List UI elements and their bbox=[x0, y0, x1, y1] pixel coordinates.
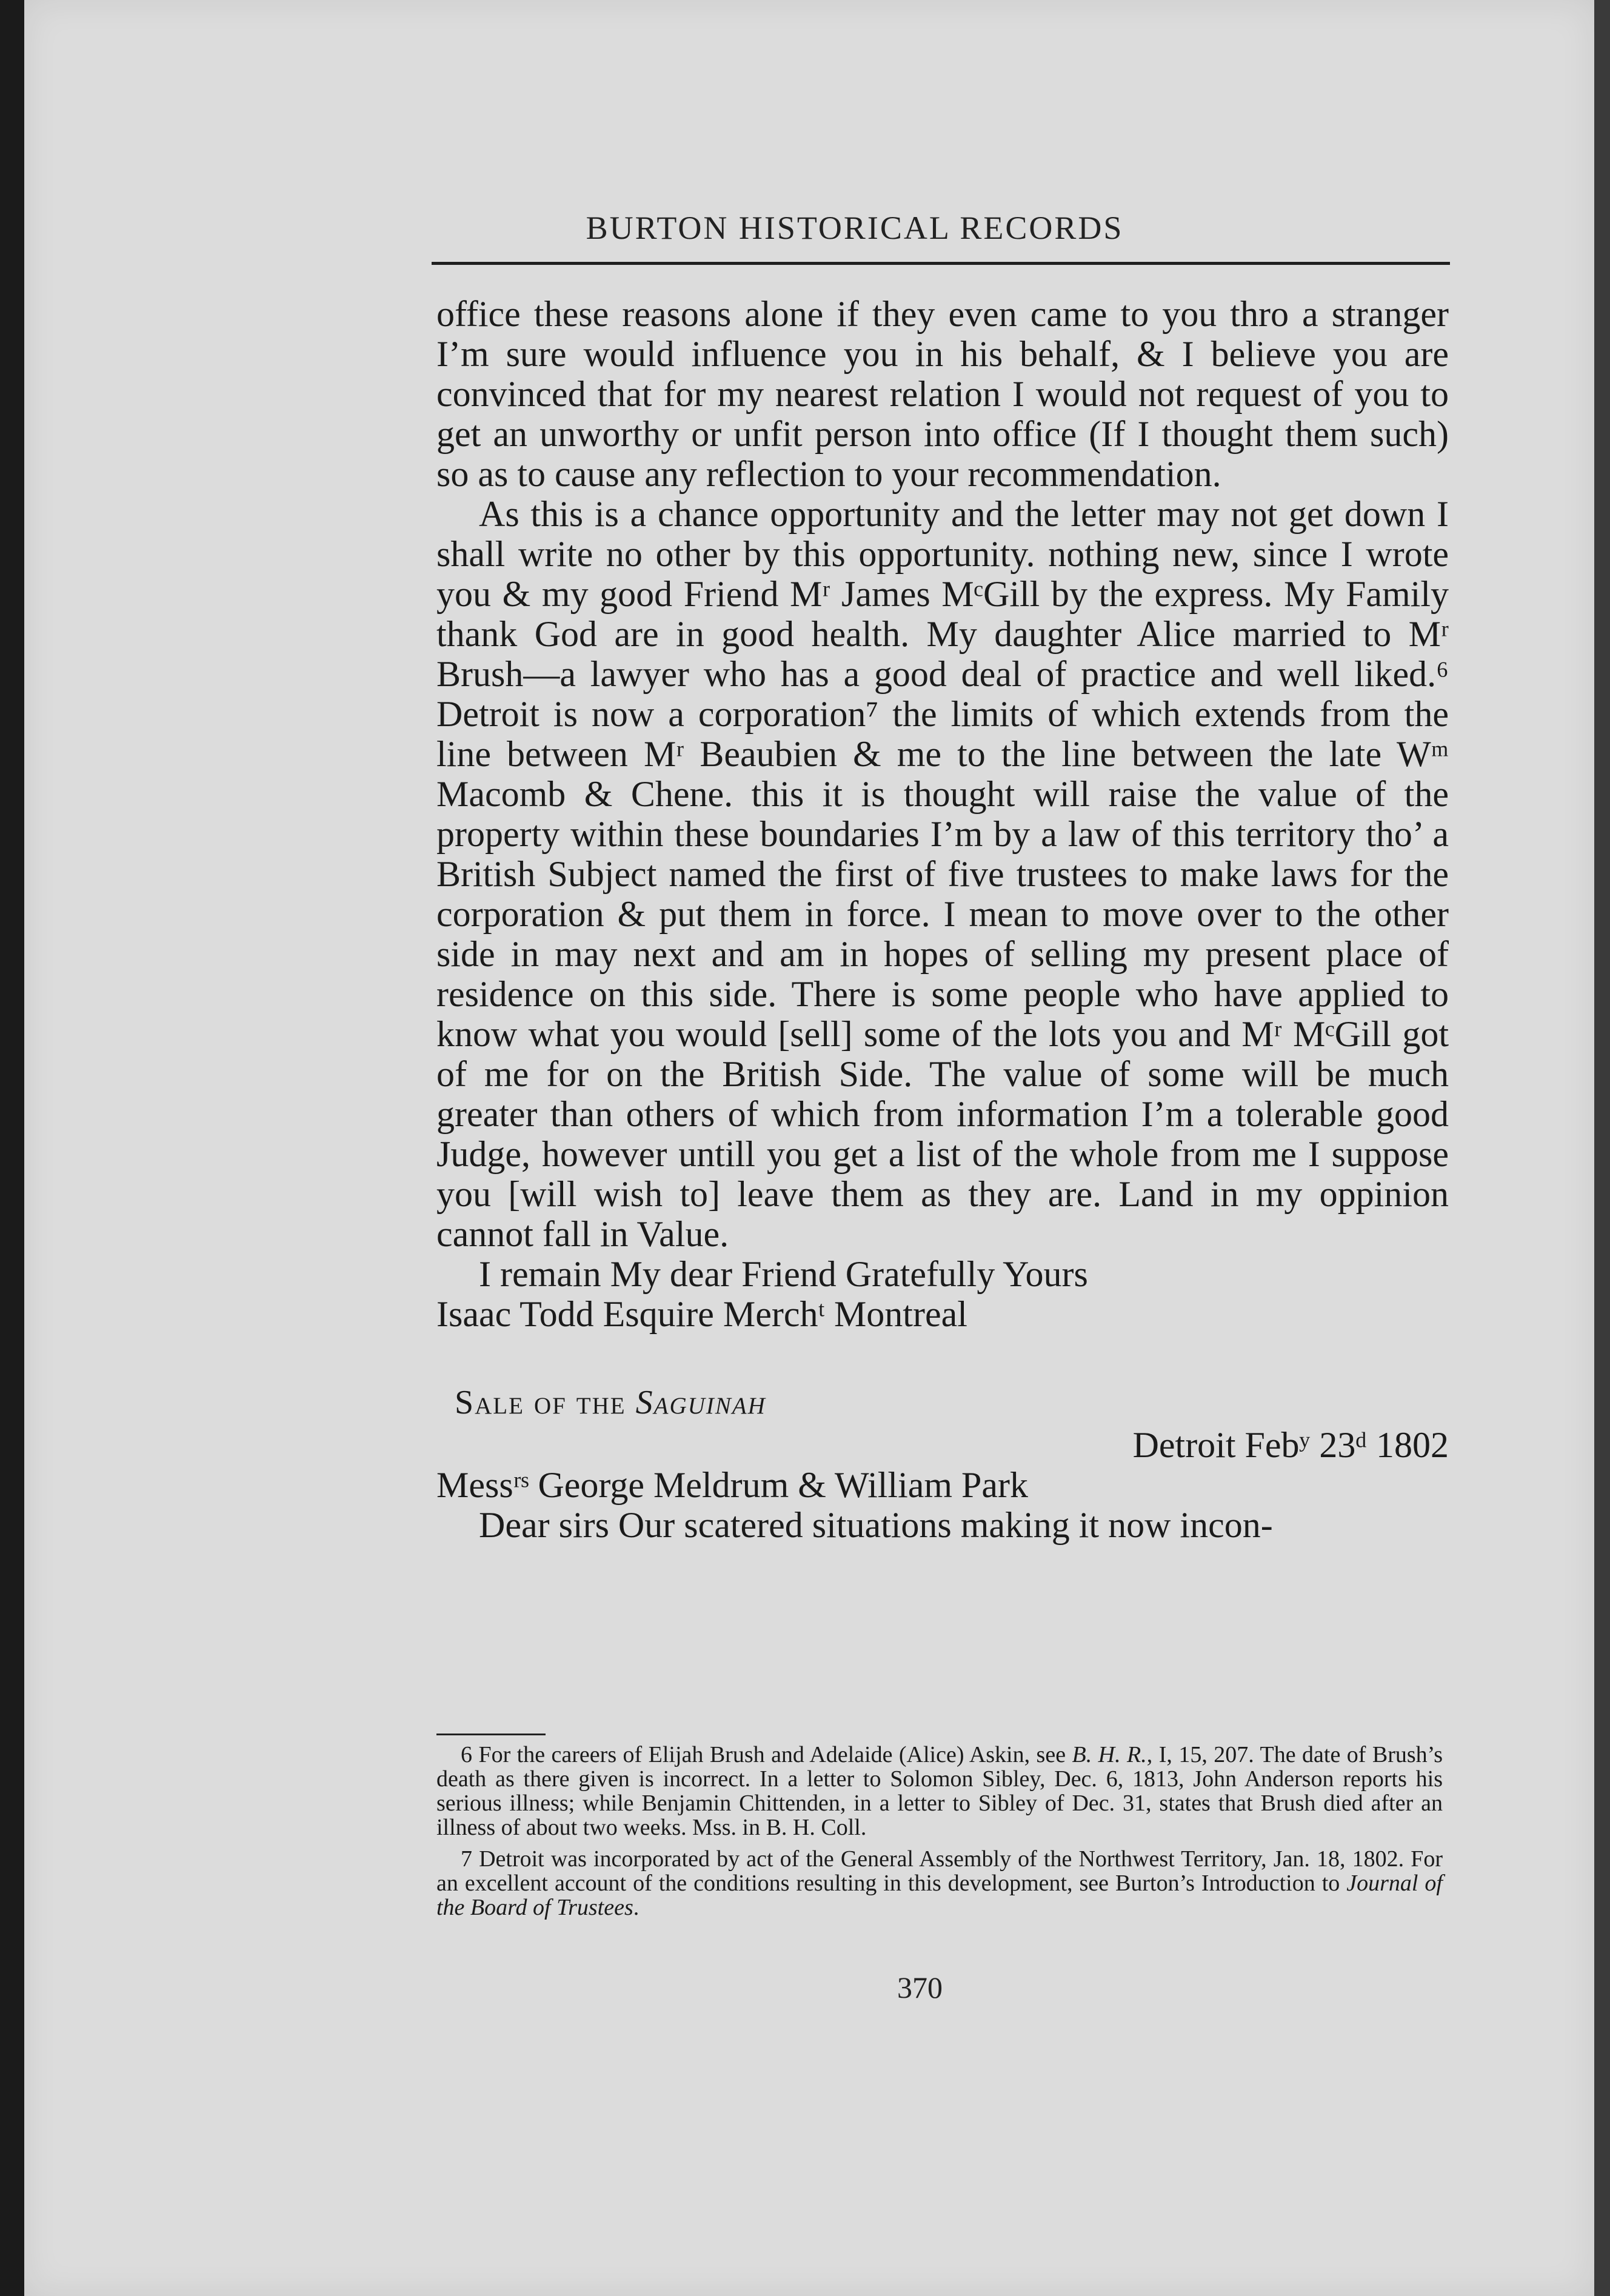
paragraph: office these reasons alone if they even came to you thro a stranger I’m sure would influence you in his behalf, & I believe you are convinced that for my nearest relation I would not request of you to get an unworthy or unfit person into office (If I thought them such) so as to cause any reflection to your recommendation. bbox=[436, 294, 1449, 494]
footnote-citation: B. H. R. bbox=[1072, 1742, 1147, 1767]
section-heading-title: Saguinah bbox=[635, 1384, 766, 1421]
footnotes bbox=[436, 1734, 1443, 1927]
footnote-6 bbox=[436, 1743, 1443, 1840]
footnote-text: , I, 15, 207. The date of Brush’s death as there given is incorrect. In a letter to Solomon Sibley, Dec. 6, 1813, John Anderson reports his serious illness; while Benjamin Chittenden, in a letter to Sibley of Dec. 31, states that Brush died after an illness of about two weeks. Mss. in B. H. Coll. bbox=[436, 1742, 1443, 1840]
running-head: BURTON HISTORICAL RECORDS bbox=[586, 210, 1124, 246]
header-rule bbox=[432, 262, 1450, 265]
footnote-7 bbox=[436, 1847, 1443, 1920]
scan-right-edge bbox=[1594, 0, 1610, 2296]
body-text bbox=[436, 294, 1449, 1545]
letter-closing: I remain My dear Friend Gratefully Yours bbox=[479, 1254, 1088, 1294]
footnote-rule bbox=[436, 1734, 546, 1735]
section-heading bbox=[436, 1383, 1449, 1423]
paragraph: As this is a chance opportunity and the letter may not get down I shall write no other by this opportunity. nothing new, since I wrote you & my good Friend Mʳ James MᶜGill by the express. My Family thank God are in good health. My daughter Alice married to Mʳ Brush—a lawyer who has a good deal of practice and well liked.⁶ Detroit is now a corporation⁷ the limits of which extends from the line between Mʳ Beaubien & me to the line between the late Wᵐ Macomb & Chene. this it is thought will raise the value of the property within these boundaries I’m by a law of this territory tho’ a British Subject named the first of five trustees to make laws for the corporation & put them in force. I mean to move over to the other side in may next and am in hopes of selling my present place of residence on this side. There is some people who have applied to know what you would [sell] some of the lots you and Mʳ MᶜGill got of me for on the British Side. The value of some will be much greater than others of which from information I’m a tolerable good Judge, however untill you get a list of the whole from me I suppose you [will wish to] leave them as they are. Land in my oppinion cannot fall in Value. bbox=[436, 494, 1449, 1254]
footnote-citation: Journal of the Board of Trustees bbox=[436, 1871, 1443, 1920]
salutation-addressee: Messʳˢ George Meldrum & William Park bbox=[436, 1465, 1029, 1505]
letter-opening: Dear sirs Our scatered situations making it now incon- bbox=[479, 1505, 1273, 1545]
dateline: Detroit Febʸ 23ᵈ 1802 bbox=[1132, 1425, 1449, 1465]
letter-address: Isaac Todd Esquire Merchᵗ Montreal bbox=[436, 1294, 967, 1334]
footnote-text: . bbox=[633, 1895, 640, 1920]
scan-left-edge bbox=[0, 0, 24, 2296]
footnote-text: 7 Detroit was incorporated by act of the General Assembly of the Northwest Territory, Jan. 18, 1802. For an excellent account of the conditions resulting in this development, see Burton’s Introduction to bbox=[436, 1846, 1443, 1896]
footnote-text: 6 For the careers of Elijah Brush and Adelaide (Alice) Askin, see bbox=[461, 1742, 1072, 1767]
page-number: 370 bbox=[897, 1971, 943, 2004]
section-heading-prefix: Sale of the bbox=[455, 1384, 626, 1421]
